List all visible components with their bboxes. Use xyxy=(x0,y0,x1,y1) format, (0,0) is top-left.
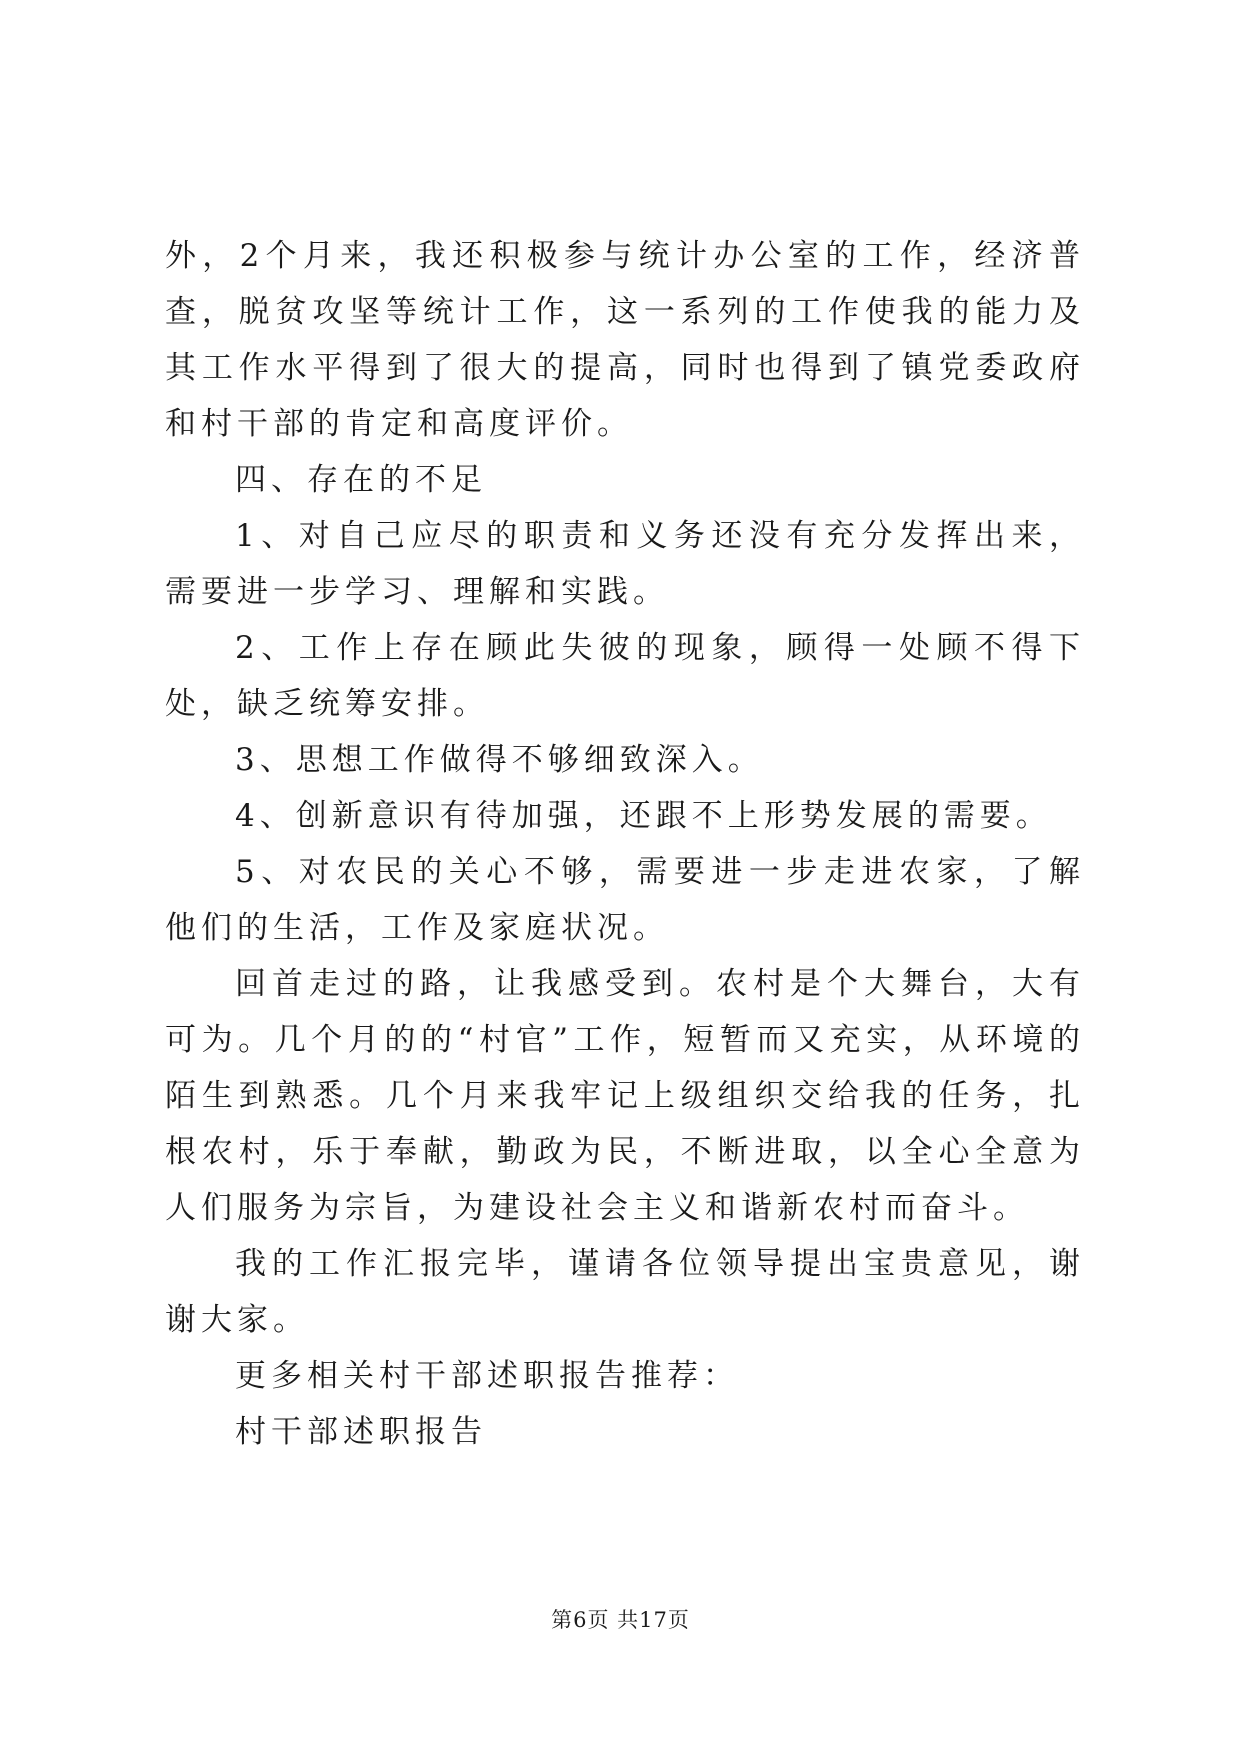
shortcoming-item-2: 2、工作上存在顾此失彼的现象，顾得一处顾不得下处，缺乏统筹安排。 xyxy=(165,630,1085,722)
page-number-footer: 第6页 共17页 xyxy=(551,1608,690,1632)
shortcoming-item-1: 1、对自己应尽的职责和义务还没有充分发挥出来，需要进一步学习、理解和实践。 xyxy=(165,518,1085,610)
shortcoming-item-4: 4、创新意识有待加强，还跟不上形势发展的需要。 xyxy=(235,798,1052,834)
paragraph-continuation: 外，2个月来，我还积极参与统计办公室的工作，经济普查，脱贫攻坚等统计工作，这一系列的工作使我的能力及其工作水平得到了很大的提高，同时也得到了镇党委政府和村干部的肯定和高度评价。 xyxy=(165,238,1085,442)
related-report-item: 村干部述职报告 xyxy=(235,1414,487,1450)
paragraph-closing: 我的工作汇报完毕，谨请各位领导提出宝贵意见，谢谢大家。 xyxy=(165,1246,1085,1338)
section-heading-shortcomings: 四、存在的不足 xyxy=(235,462,487,498)
related-recommendation-heading: 更多相关村干部述职报告推荐： xyxy=(235,1358,739,1394)
paragraph-reflection: 回首走过的路，让我感受到。农村是个大舞台，大有可为。几个月的的“村官”工作，短暂而又充实，从环境的陌生到熟悉。几个月来我牢记上级组织交给我的任务，扎根农村，乐于奉献，勤政为民，不断进取，以全心全意为人们服务为宗旨，为建设社会主义和谐新农村而奋斗。 xyxy=(165,966,1085,1226)
shortcoming-item-5: 5、对农民的关心不够，需要进一步走进农家，了解他们的生活，工作及家庭状况。 xyxy=(165,854,1085,946)
document-body xyxy=(165,228,1085,1460)
shortcoming-item-3: 3、思想工作做得不够细致深入。 xyxy=(235,742,764,778)
